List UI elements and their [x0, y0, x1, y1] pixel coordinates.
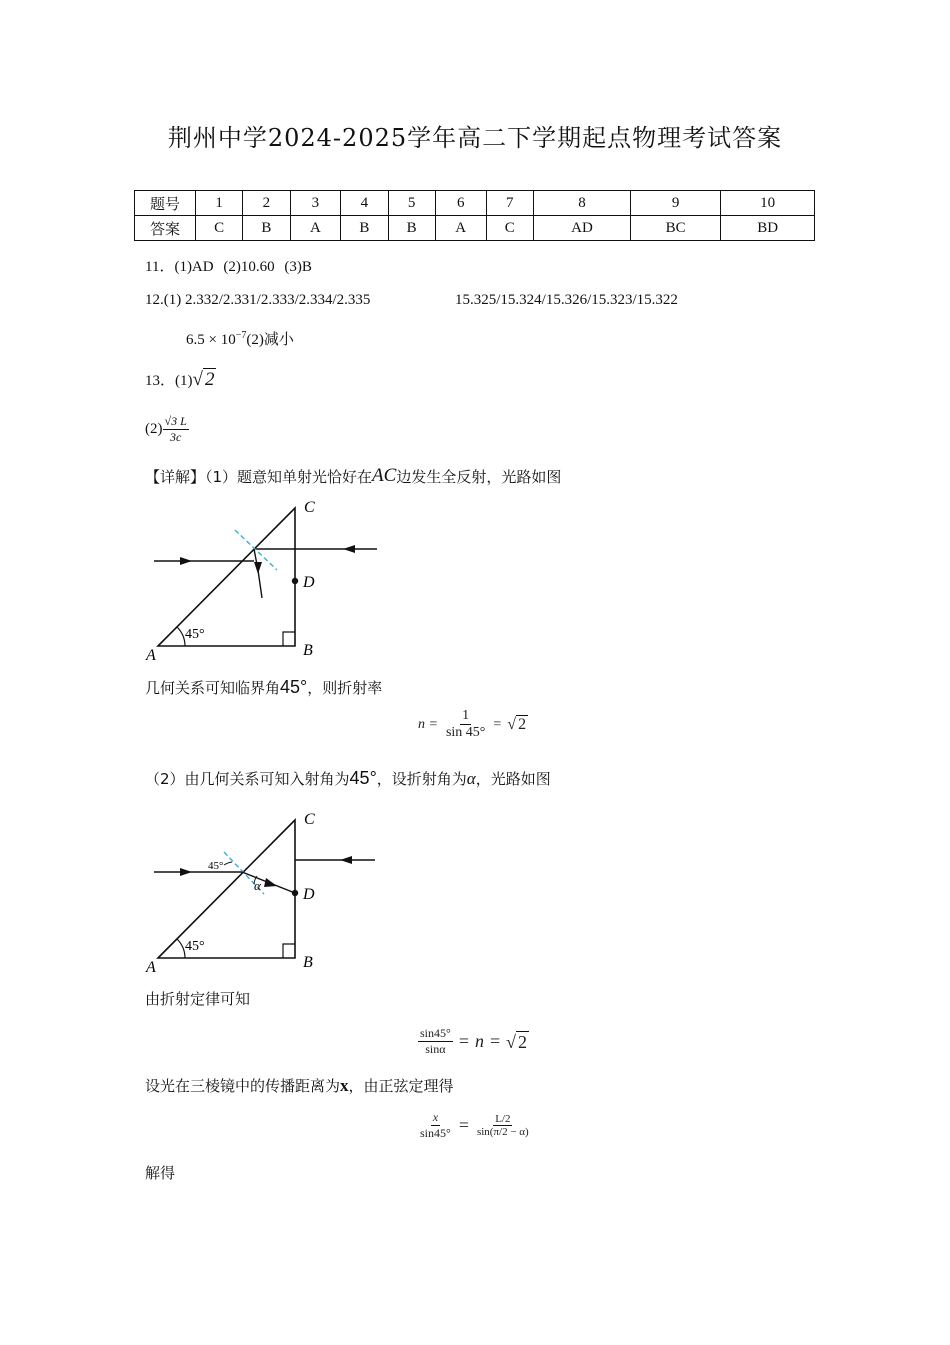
eq1-lhs: n =: [418, 716, 438, 732]
eq3-left-fraction: [418, 1110, 453, 1141]
table-cell: A: [290, 216, 341, 241]
eq3-rden: sin(π/2 − α): [476, 1126, 529, 1138]
q12-line2-prefix: 6.5 × 10: [186, 332, 236, 348]
eq3-equals: =: [458, 1115, 469, 1135]
q13-2-denominator: 3c: [169, 430, 182, 444]
table-header-number: 题号: [135, 191, 196, 216]
table-cell: B: [388, 216, 435, 241]
table-cell: 1: [196, 191, 243, 216]
eq2-den: sinα: [425, 1042, 446, 1056]
table-row: [135, 191, 815, 216]
angle-arc: [177, 939, 185, 958]
q12-line2-exp: −7: [235, 330, 247, 341]
page-title: 荆州中学2024-2025学年高二下学期起点物理考试答案: [167, 124, 783, 152]
q13-2-label: (2): [145, 421, 163, 437]
label-d: D: [303, 886, 315, 903]
distance-paragraph: [145, 1075, 454, 1096]
crit-value: 45°: [280, 677, 308, 697]
dist-x: x: [340, 1075, 349, 1095]
angle-label: 45°: [185, 627, 205, 642]
equation-3: [418, 1110, 531, 1141]
arrow-right-icon: [180, 868, 192, 876]
angle-arc: [177, 627, 185, 646]
table-cell: B: [243, 216, 290, 241]
table-cell: 8: [533, 191, 630, 216]
detail-ac: AC: [372, 465, 397, 486]
crit-suffix: ，则折射率: [307, 679, 383, 697]
equation-2: [418, 1026, 529, 1057]
table-cell: 9: [631, 191, 721, 216]
p2-prefix: （2）由几何关系可知入射角为: [145, 770, 350, 788]
dist-prefix: 设光在三棱镜中的传播距离为: [145, 1077, 341, 1095]
sqrt-icon: √: [507, 716, 517, 733]
eq2-sqrt: [506, 1031, 529, 1053]
point-d: [292, 890, 298, 896]
eq2-equals-2: =: [489, 1031, 501, 1051]
point-d: [292, 578, 298, 584]
arrow-right-icon: [180, 557, 192, 565]
eq2-equals-1: =: [458, 1031, 469, 1051]
refraction-law-text: 由折射定律可知: [145, 990, 251, 1008]
incidence-angle-label: 45°: [208, 860, 224, 872]
table-cell: BD: [721, 216, 815, 241]
sqrt-icon: √: [506, 1031, 517, 1052]
label-b: B: [303, 642, 313, 659]
detail-suffix: 边发生全反射，光路如图: [396, 467, 562, 486]
table-cell: 2: [243, 191, 290, 216]
incidence-arc: [224, 862, 232, 865]
q12-line1-a: 12.(1) 2.332/2.331/2.333/2.334/2.335: [145, 292, 371, 308]
table-row: [135, 216, 815, 241]
table-cell: 4: [341, 191, 388, 216]
right-angle-mark: [283, 632, 295, 646]
table-cell: BC: [631, 216, 721, 241]
prism-triangle: [158, 508, 295, 646]
arrow-down-icon: [254, 562, 262, 574]
table-cell: C: [196, 216, 243, 241]
arrow-left-icon: [340, 856, 352, 864]
critical-angle-line: [145, 677, 382, 698]
eq1-den: sin 45°: [445, 725, 486, 740]
figure-1-prism-diagram: [140, 490, 390, 670]
q13-label: 13．(1): [145, 373, 193, 389]
table-cell: 6: [435, 191, 486, 216]
eq1-fraction: [444, 708, 487, 741]
q12-line2-suffix: (2)减小: [246, 332, 294, 348]
eq1-rhs: 2: [518, 716, 527, 733]
arrow-left-icon: [343, 545, 355, 553]
p2-mid: ，设折射角为: [376, 770, 467, 788]
eq3-num: x: [432, 1110, 439, 1124]
table-cell: 7: [486, 191, 533, 216]
sqrt-expression: [193, 368, 217, 391]
q13-part2: [145, 414, 189, 445]
table-cell: A: [435, 216, 486, 241]
prism-triangle: [158, 820, 295, 958]
eq3-right-fraction: [475, 1113, 531, 1138]
table-header-answer: 答案: [135, 216, 196, 241]
q13-2-numerator: √3 L: [164, 414, 187, 428]
detail-prefix: 【详解】（1）题意知单射光恰好在: [145, 467, 373, 486]
p2-alpha: α: [466, 768, 476, 788]
q13-2-fraction: [163, 414, 189, 445]
label-c: C: [304, 811, 315, 828]
eq2-fraction: [418, 1026, 453, 1057]
eq1-num: 1: [462, 708, 470, 723]
eq3-rnum: L/2: [495, 1113, 511, 1125]
right-angle-mark: [283, 944, 295, 958]
sqrt-icon: √: [192, 369, 203, 390]
detail-paragraph: [145, 465, 561, 487]
p2-angle: 45°: [349, 768, 377, 788]
part2-paragraph: [145, 768, 551, 789]
table-cell: 5: [388, 191, 435, 216]
crit-prefix: 几何关系可知临界角: [145, 679, 281, 697]
table-cell: 10: [721, 191, 815, 216]
q11-answer: 11．(1)AD (2)10.60 (3)B: [145, 259, 312, 275]
figure-2-prism-diagram: [140, 802, 390, 982]
arrow-right-icon: [264, 878, 277, 887]
angle-label: 45°: [185, 939, 205, 954]
solve-text: 解得: [145, 1164, 176, 1182]
label-c: C: [304, 499, 315, 516]
equation-1: [418, 708, 528, 741]
q12-line2: [186, 328, 294, 349]
answer-table: [134, 190, 815, 241]
p2-suffix: ，光路如图: [475, 770, 551, 788]
q13-part1: [145, 368, 216, 391]
label-a: A: [146, 959, 156, 976]
eq1-equals: =: [493, 716, 502, 732]
dist-suffix: ，由正弦定理得: [348, 1077, 454, 1095]
label-a: A: [146, 647, 156, 664]
table-cell: B: [341, 216, 388, 241]
label-b: B: [303, 954, 313, 971]
eq1-sqrt: [507, 715, 528, 734]
alpha-label: α: [254, 878, 261, 893]
q12-line1-b: 15.325/15.324/15.326/15.323/15.322: [455, 292, 678, 308]
table-cell: AD: [533, 216, 630, 241]
eq2-num: sin45°: [420, 1026, 451, 1040]
eq2-n: n: [474, 1031, 484, 1051]
q13-sqrt-value: 2: [204, 369, 215, 390]
label-d: D: [303, 574, 315, 591]
eq2-rhs: 2: [518, 1031, 528, 1052]
table-cell: 3: [290, 191, 341, 216]
eq3-den: sin45°: [420, 1126, 451, 1140]
table-cell: C: [486, 216, 533, 241]
